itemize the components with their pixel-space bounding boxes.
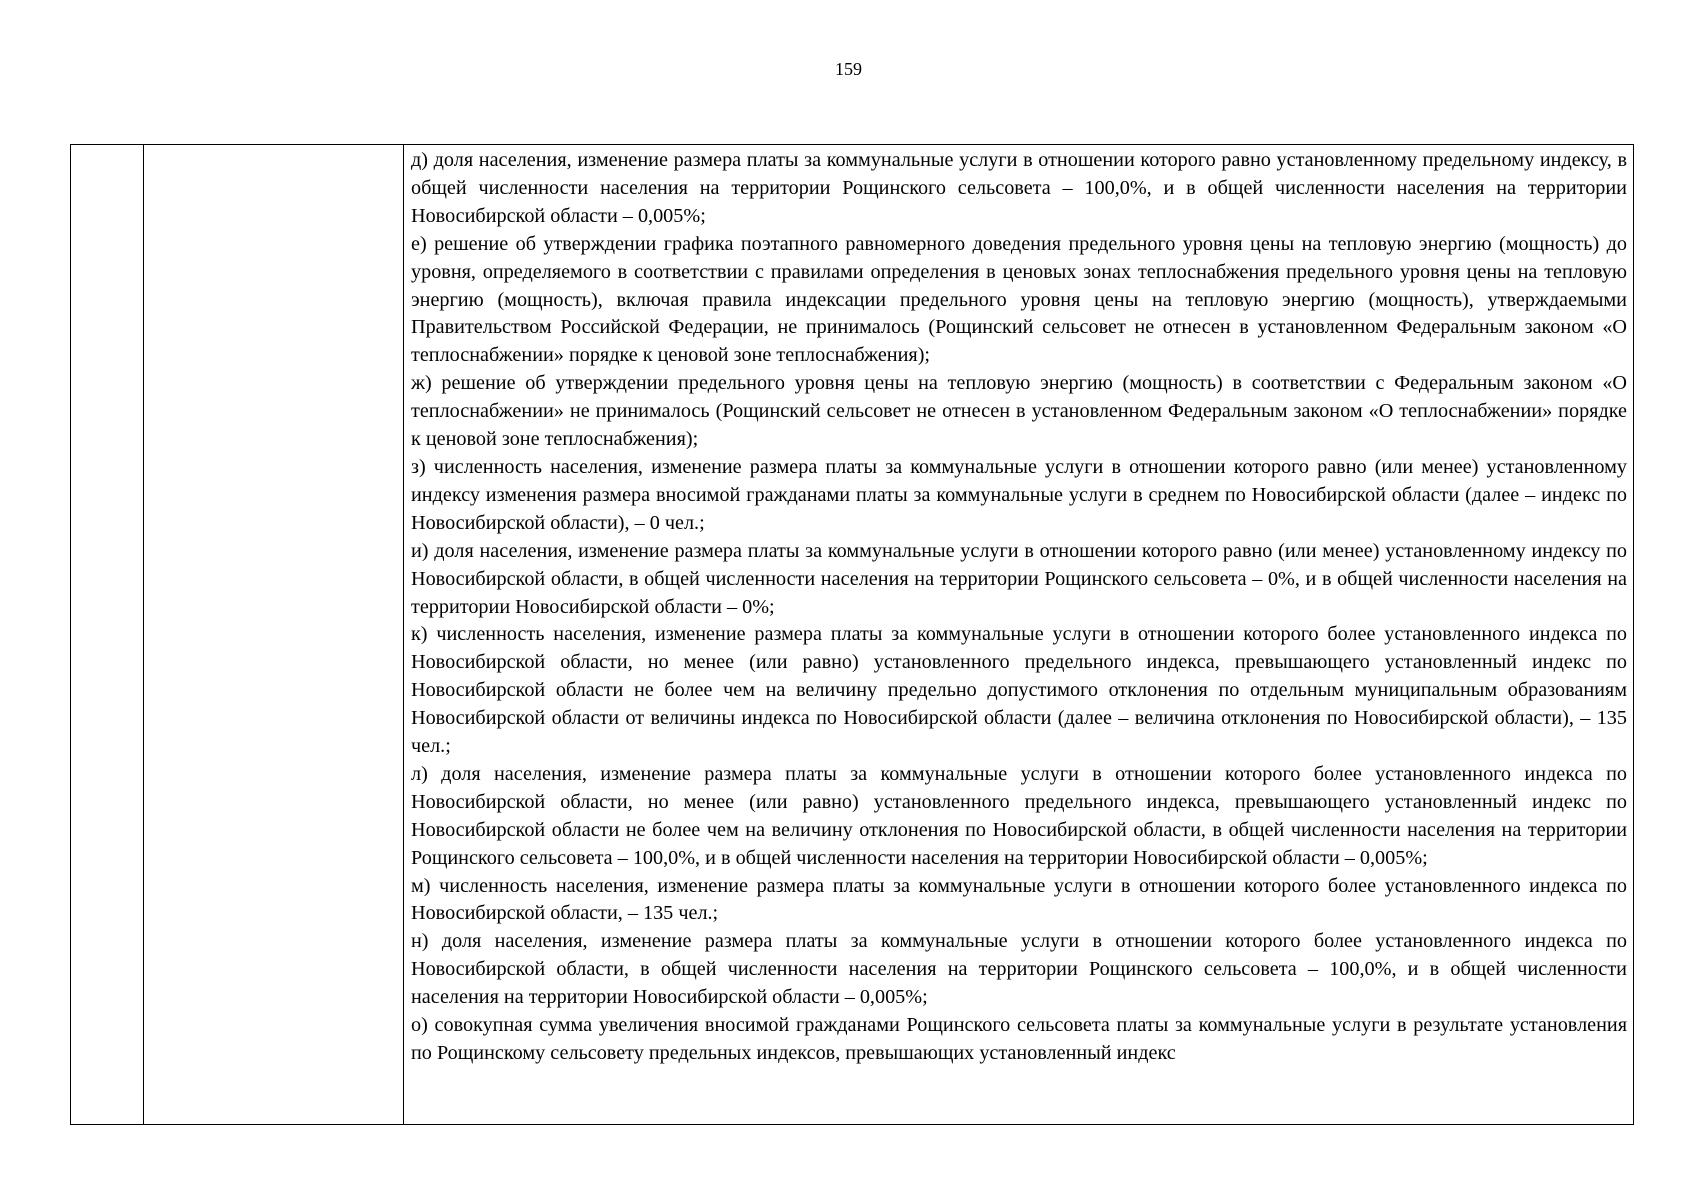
table-cell-number [71,145,144,1124]
paragraph-n: н) доля населения, изменение размера платы за коммунальные услуги в отношении которого более установленного индекса по Новосибирской области, в общей численности населения на территории Рощинского сельсовета – 100,0%, и в общей численности населения на территории Новосибирской области – 0,005%; [411,930,1627,1009]
page-number: 159 [835,59,862,79]
paragraph-o: о) совокупная сумма увеличения вносимой гражданами Рощинского сельсовета платы за коммунальные услуги в результате установления по Рощинскому сельсовету предельных индексов, превышающих установленный индекс [411,1014,1627,1064]
paragraph-z: з) численность населения, изменение размера платы за коммунальные услуги в отношении которого равно (или менее) установленному индексу изменения размера вносимой гражданами платы за коммунальные услуги в среднем по Новосибирской области (далее – индекс по Новосибирской области), – 0 чел.; [411,455,1627,534]
paragraph-e: е) решение об утверждении графика поэтапного равномерного доведения предельного уровня цены на тепловую энергию (мощность) до уровня, определяемого в соответствии с правилами определения в ценовых зонах теплоснабжения предельного уровня цены на тепловую энергию (мощность), включая правила индексации предельного уровня цены на тепловую энергию (мощность), утверждаемыми Правительством Российской Федерации, не принималось (Рощинский сельсовет не отнесен в установленном Федеральным законом «О теплоснабжении» порядке к ценовой зоне теплоснабжения); [411,232,1627,367]
paragraph-m: м) численность населения, изменение размера платы за коммунальные услуги в отношении которого более установленного индекса по Новосибирской области, – 135 чел.; [411,874,1627,925]
table-cell-content [404,145,1633,1124]
paragraph-k: к) численность населения, изменение размера платы за коммунальные услуги в отношении которого более установленного индекса по Новосибирской области, но менее (или равно) установленного предельного индекса, превышающего установленный индекс по Новосибирской области не более чем на величину предельно допустимого отклонения по отдельным муниципальным образованиям Новосибирской области от величины индекса по Новосибирской области (далее – величина отклонения по Новосибирской области), – 135 чел.; [411,623,1627,758]
paragraph-l: л) доля населения, изменение размера платы за коммунальные услуги в отношении которого более установленного индекса по Новосибирской области, но менее (или равно) установленного предельного индекса, превышающего установленный индекс по Новосибирской области не более чем на величину отклонения по Новосибирской области, в общей численности населения на территории Рощинского сельсовета – 100,0%, и в общей численности населения на территории Новосибирской области – 0,005%; [411,762,1627,869]
document-table [70,144,1634,1125]
table-cell-indicator [144,145,404,1124]
paragraph-d: д) доля населения, изменение размера платы за коммунальные услуги в отношении которого равно установленному предельному индексу, в общей численности населения на территории Рощинского сельсовета – 100,0%, и в общей численности населения на территории Новосибирской области – 0,005%; [411,149,1627,227]
paragraph-i: и) доля населения, изменение размера платы за коммунальные услуги в отношении которого равно (или менее) установленному индексу по Новосибирской области, в общей численности населения на территории Рощинского сельсовета – 0%, и в общей численности населения на территории Новосибирской области – 0%; [411,539,1627,618]
paragraph-zh: ж) решение об утверждении предельного уровня цены на тепловую энергию (мощность) в соответствии с Федеральным законом «О теплоснабжении» не принималось (Рощинский сельсовет не отнесен в установленном Федеральным законом «О теплоснабжении» порядке к ценовой зоне теплоснабжения); [411,372,1627,451]
